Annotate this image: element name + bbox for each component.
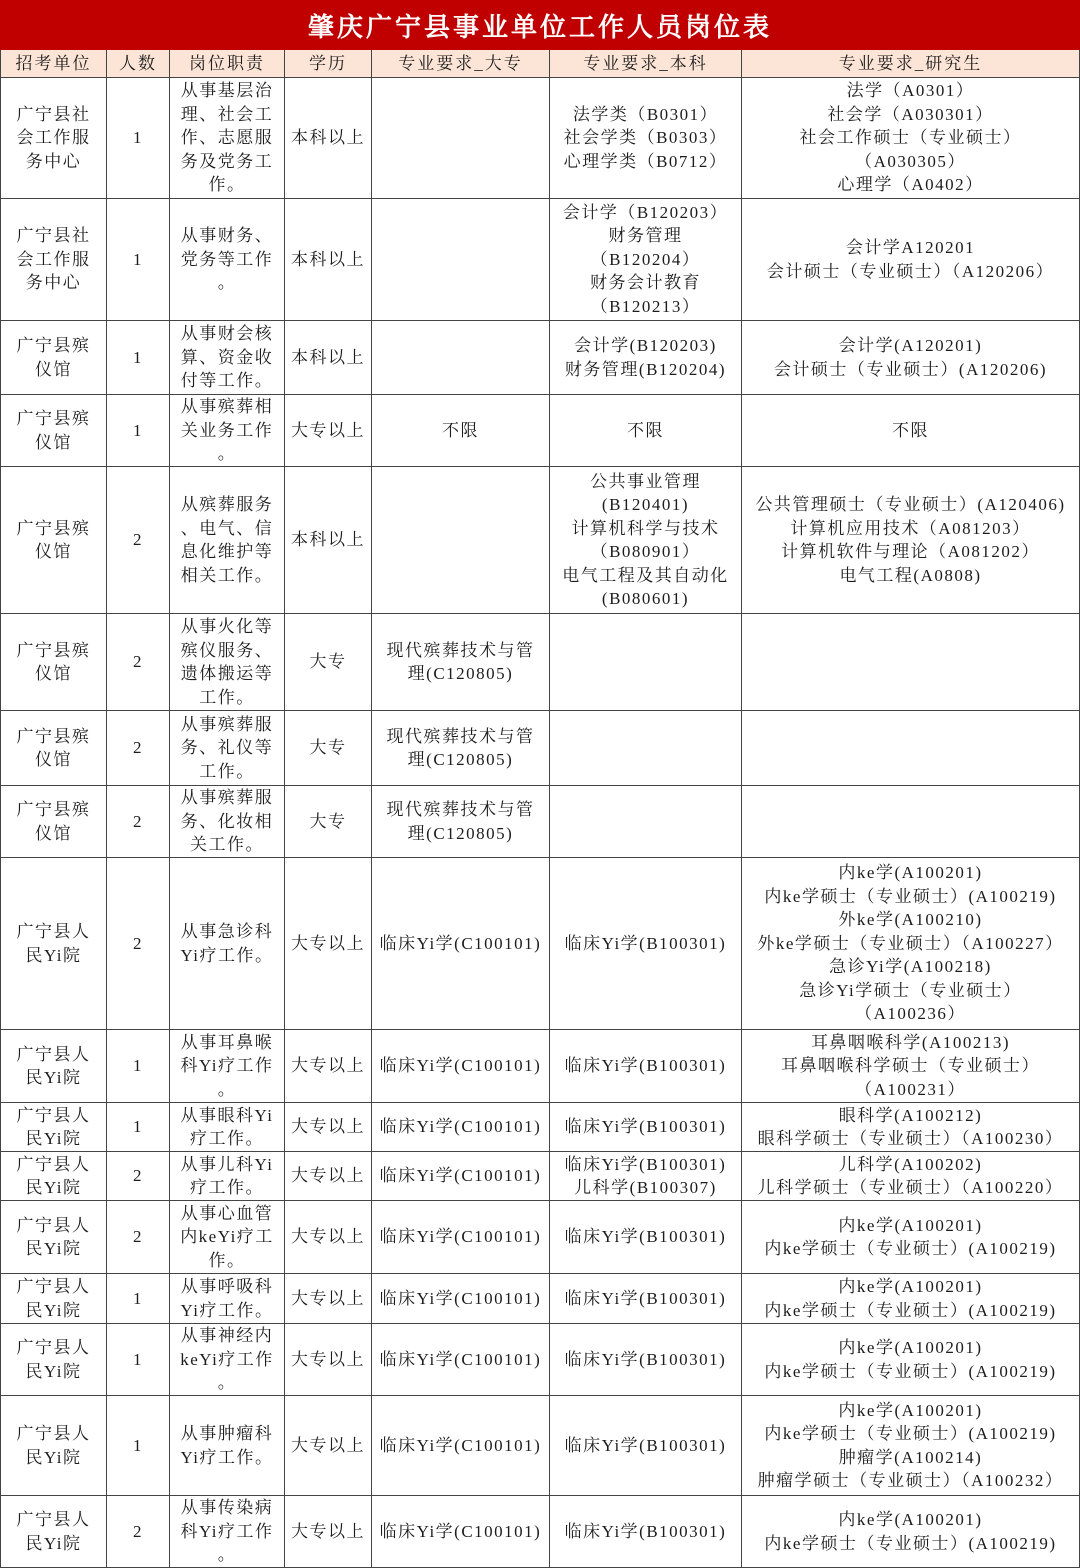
- graduate-major-cell: 儿科学(A100202) 儿科学硕士（专业硕士）（A100220）: [742, 1152, 1080, 1201]
- graduate-major-cell: 内ke学(A100201) 内ke学硕士（专业硕士）(A100219) 外ke学(A100210) 外ke学硕士（专业硕士）（A100227） 急诊Yi学(A100218) 急诊Yi学硕士（专业硕士） （A100236）: [742, 858, 1080, 1030]
- count-cell: 2: [107, 467, 170, 614]
- junior-college-major-cell: 不限: [372, 395, 550, 467]
- bachelor-major-cell: 临床Yi学(B100301): [550, 1496, 742, 1568]
- bachelor-major-cell: 临床Yi学(B100301): [550, 1103, 742, 1152]
- unit-cell: 广宁县社 会工作服 务中心: [0, 78, 107, 199]
- bachelor-major-cell: [550, 711, 742, 786]
- bachelor-major-cell: 会计学(B120203) 财务管理(B120204): [550, 321, 742, 395]
- education-cell: 大专以上: [285, 1152, 372, 1201]
- unit-cell: 广宁县殡 仪馆: [0, 711, 107, 786]
- education-cell: 大专以上: [285, 1103, 372, 1152]
- duty-cell: 从事儿科Yi 疗工作。: [170, 1152, 285, 1201]
- header-unit: 招考单位: [0, 50, 107, 78]
- graduate-major-cell: 会计学(A120201) 会计硕士（专业硕士）(A120206): [742, 321, 1080, 395]
- count-cell: 1: [107, 199, 170, 321]
- count-cell: 1: [107, 395, 170, 467]
- education-cell: 大专以上: [285, 1030, 372, 1103]
- unit-cell: 广宁县人 民Yi院: [0, 1274, 107, 1324]
- table-row: [0, 1496, 1080, 1568]
- graduate-major-cell: 内ke学(A100201) 内ke学硕士（专业硕士）(A100219): [742, 1324, 1080, 1396]
- education-cell: 大专以上: [285, 1324, 372, 1396]
- duty-cell: 从事火化等 殡仪服务、 遗体搬运等 工作。: [170, 614, 285, 711]
- graduate-major-cell: 内ke学(A100201) 内ke学硕士（专业硕士）(A100219): [742, 1274, 1080, 1324]
- duty-cell: 从事耳鼻喉 科Yi疗工作 。: [170, 1030, 285, 1103]
- graduate-major-cell: 耳鼻咽喉科学(A100213) 耳鼻咽喉科学硕士（专业硕士） （A100231）: [742, 1030, 1080, 1103]
- count-cell: 1: [107, 78, 170, 199]
- table-row: [0, 614, 1080, 711]
- junior-college-major-cell: [372, 78, 550, 199]
- count-cell: 1: [107, 1030, 170, 1103]
- graduate-major-cell: 公共管理硕士（专业硕士）(A120406) 计算机应用技术（A081203） 计算机软件与理论（A081202） 电气工程(A0808): [742, 467, 1080, 614]
- duty-cell: 从事肿瘤科 Yi疗工作。: [170, 1396, 285, 1496]
- education-cell: 大专以上: [285, 1396, 372, 1496]
- duty-cell: 从殡葬服务 、电气、信 息化维护等 相关工作。: [170, 467, 285, 614]
- count-cell: 2: [107, 858, 170, 1030]
- count-cell: 1: [107, 321, 170, 395]
- graduate-major-cell: [742, 786, 1080, 858]
- page-title: 肇庆广宁县事业单位工作人员岗位表: [0, 0, 1080, 50]
- bachelor-major-cell: 临床Yi学(B100301): [550, 1324, 742, 1396]
- junior-college-major-cell: 临床Yi学(C100101): [372, 1152, 550, 1201]
- education-cell: 本科以上: [285, 321, 372, 395]
- table-row: [0, 1274, 1080, 1324]
- table-row: [0, 78, 1080, 199]
- graduate-major-cell: 内ke学(A100201) 内ke学硕士（专业硕士）(A100219): [742, 1201, 1080, 1274]
- table-row: [0, 1152, 1080, 1201]
- unit-cell: 广宁县殡 仪馆: [0, 395, 107, 467]
- duty-cell: 从事心血管 内keYi疗工 作。: [170, 1201, 285, 1274]
- duty-cell: 从事神经内 keYi疗工作 。: [170, 1324, 285, 1396]
- unit-cell: 广宁县人 民Yi院: [0, 1201, 107, 1274]
- count-cell: 1: [107, 1396, 170, 1496]
- junior-college-major-cell: [372, 199, 550, 321]
- header-count: 人数: [107, 50, 170, 78]
- unit-cell: 广宁县人 民Yi院: [0, 1396, 107, 1496]
- table-header-row: [0, 50, 1080, 78]
- table-row: [0, 321, 1080, 395]
- bachelor-major-cell: 会计学（B120203） 财务管理 （B120204） 财务会计教育 （B120213）: [550, 199, 742, 321]
- table-row: [0, 711, 1080, 786]
- unit-cell: 广宁县人 民Yi院: [0, 1103, 107, 1152]
- education-cell: 大专: [285, 786, 372, 858]
- bachelor-major-cell: 公共事业管理 (B120401) 计算机科学与技术 （B080901） 电气工程及其自动化 (B080601): [550, 467, 742, 614]
- bachelor-major-cell: 临床Yi学(B100301): [550, 858, 742, 1030]
- unit-cell: 广宁县殡 仪馆: [0, 786, 107, 858]
- count-cell: 2: [107, 1152, 170, 1201]
- graduate-major-cell: [742, 614, 1080, 711]
- bachelor-major-cell: 临床Yi学(B100301) 儿科学(B100307): [550, 1152, 742, 1201]
- education-cell: 大专以上: [285, 1201, 372, 1274]
- count-cell: 2: [107, 1201, 170, 1274]
- table-row: [0, 786, 1080, 858]
- unit-cell: 广宁县殡 仪馆: [0, 614, 107, 711]
- junior-college-major-cell: 临床Yi学(C100101): [372, 1324, 550, 1396]
- education-cell: 大专以上: [285, 395, 372, 467]
- duty-cell: 从事眼科Yi 疗工作。: [170, 1103, 285, 1152]
- bachelor-major-cell: 法学类（B0301） 社会学类（B0303） 心理学类（B0712）: [550, 78, 742, 199]
- bachelor-major-cell: 临床Yi学(B100301): [550, 1274, 742, 1324]
- duty-cell: 从事财务、 党务等工作 。: [170, 199, 285, 321]
- header-duty: 岗位职责: [170, 50, 285, 78]
- header-junior-college-major: 专业要求_大专: [372, 50, 550, 78]
- graduate-major-cell: 内ke学(A100201) 内ke学硕士（专业硕士）(A100219): [742, 1496, 1080, 1568]
- duty-cell: 从事殡葬服 务、礼仪等 工作。: [170, 711, 285, 786]
- bachelor-major-cell: 临床Yi学(B100301): [550, 1201, 742, 1274]
- graduate-major-cell: 不限: [742, 395, 1080, 467]
- education-cell: 大专以上: [285, 1496, 372, 1568]
- count-cell: 2: [107, 711, 170, 786]
- junior-college-major-cell: 临床Yi学(C100101): [372, 858, 550, 1030]
- table-row: [0, 1396, 1080, 1496]
- junior-college-major-cell: [372, 321, 550, 395]
- header-graduate-major: 专业要求_研究生: [742, 50, 1080, 78]
- duty-cell: 从事财会核 算、资金收 付等工作。: [170, 321, 285, 395]
- table-row: [0, 1324, 1080, 1396]
- junior-college-major-cell: 临床Yi学(C100101): [372, 1396, 550, 1496]
- graduate-major-cell: 法学（A0301） 社会学（A030301） 社会工作硕士（专业硕士） （A030305） 心理学（A0402）: [742, 78, 1080, 199]
- duty-cell: 从事传染病 科Yi疗工作 。: [170, 1496, 285, 1568]
- bachelor-major-cell: 不限: [550, 395, 742, 467]
- unit-cell: 广宁县人 民Yi院: [0, 858, 107, 1030]
- education-cell: 本科以上: [285, 467, 372, 614]
- unit-cell: 广宁县人 民Yi院: [0, 1496, 107, 1568]
- count-cell: 2: [107, 786, 170, 858]
- bachelor-major-cell: 临床Yi学(B100301): [550, 1030, 742, 1103]
- unit-cell: 广宁县殡 仪馆: [0, 321, 107, 395]
- count-cell: 1: [107, 1274, 170, 1324]
- junior-college-major-cell: 临床Yi学(C100101): [372, 1496, 550, 1568]
- junior-college-major-cell: 现代殡葬技术与管 理(C120805): [372, 614, 550, 711]
- bachelor-major-cell: [550, 786, 742, 858]
- table-row: [0, 1030, 1080, 1103]
- table-row: [0, 395, 1080, 467]
- junior-college-major-cell: 临床Yi学(C100101): [372, 1103, 550, 1152]
- duty-cell: 从事急诊科 Yi疗工作。: [170, 858, 285, 1030]
- duty-cell: 从事呼吸科 Yi疗工作。: [170, 1274, 285, 1324]
- graduate-major-cell: [742, 711, 1080, 786]
- count-cell: 1: [107, 1103, 170, 1152]
- unit-cell: 广宁县殡 仪馆: [0, 467, 107, 614]
- table-row: [0, 1103, 1080, 1152]
- header-bachelor-major: 专业要求_本科: [550, 50, 742, 78]
- table-row: [0, 858, 1080, 1030]
- unit-cell: 广宁县人 民Yi院: [0, 1324, 107, 1396]
- junior-college-major-cell: 临床Yi学(C100101): [372, 1201, 550, 1274]
- duty-cell: 从事殡葬服 务、化妆相 关工作。: [170, 786, 285, 858]
- graduate-major-cell: 会计学A120201 会计硕士（专业硕士）（A120206）: [742, 199, 1080, 321]
- education-cell: 本科以上: [285, 78, 372, 199]
- header-education: 学历: [285, 50, 372, 78]
- count-cell: 1: [107, 1324, 170, 1396]
- bachelor-major-cell: 临床Yi学(B100301): [550, 1396, 742, 1496]
- education-cell: 大专: [285, 614, 372, 711]
- table-row: [0, 467, 1080, 614]
- junior-college-major-cell: 现代殡葬技术与管 理(C120805): [372, 786, 550, 858]
- count-cell: 2: [107, 614, 170, 711]
- unit-cell: 广宁县社 会工作服 务中心: [0, 199, 107, 321]
- graduate-major-cell: 内ke学(A100201) 内ke学硕士（专业硕士）(A100219) 肿瘤学(A100214) 肿瘤学硕士（专业硕士）（A100232）: [742, 1396, 1080, 1496]
- duty-cell: 从事殡葬相 关业务工作 。: [170, 395, 285, 467]
- junior-college-major-cell: 临床Yi学(C100101): [372, 1030, 550, 1103]
- unit-cell: 广宁县人 民Yi院: [0, 1152, 107, 1201]
- bachelor-major-cell: [550, 614, 742, 711]
- graduate-major-cell: 眼科学(A100212) 眼科学硕士（专业硕士）（A100230）: [742, 1103, 1080, 1152]
- education-cell: 大专以上: [285, 1274, 372, 1324]
- junior-college-major-cell: 临床Yi学(C100101): [372, 1274, 550, 1324]
- education-cell: 大专以上: [285, 858, 372, 1030]
- education-cell: 大专: [285, 711, 372, 786]
- duty-cell: 从事基层治 理、社会工 作、志愿服 务及党务工 作。: [170, 78, 285, 199]
- table-row: [0, 199, 1080, 321]
- unit-cell: 广宁县人 民Yi院: [0, 1030, 107, 1103]
- count-cell: 2: [107, 1496, 170, 1568]
- junior-college-major-cell: [372, 467, 550, 614]
- junior-college-major-cell: 现代殡葬技术与管 理(C120805): [372, 711, 550, 786]
- education-cell: 本科以上: [285, 199, 372, 321]
- table-row: [0, 1201, 1080, 1274]
